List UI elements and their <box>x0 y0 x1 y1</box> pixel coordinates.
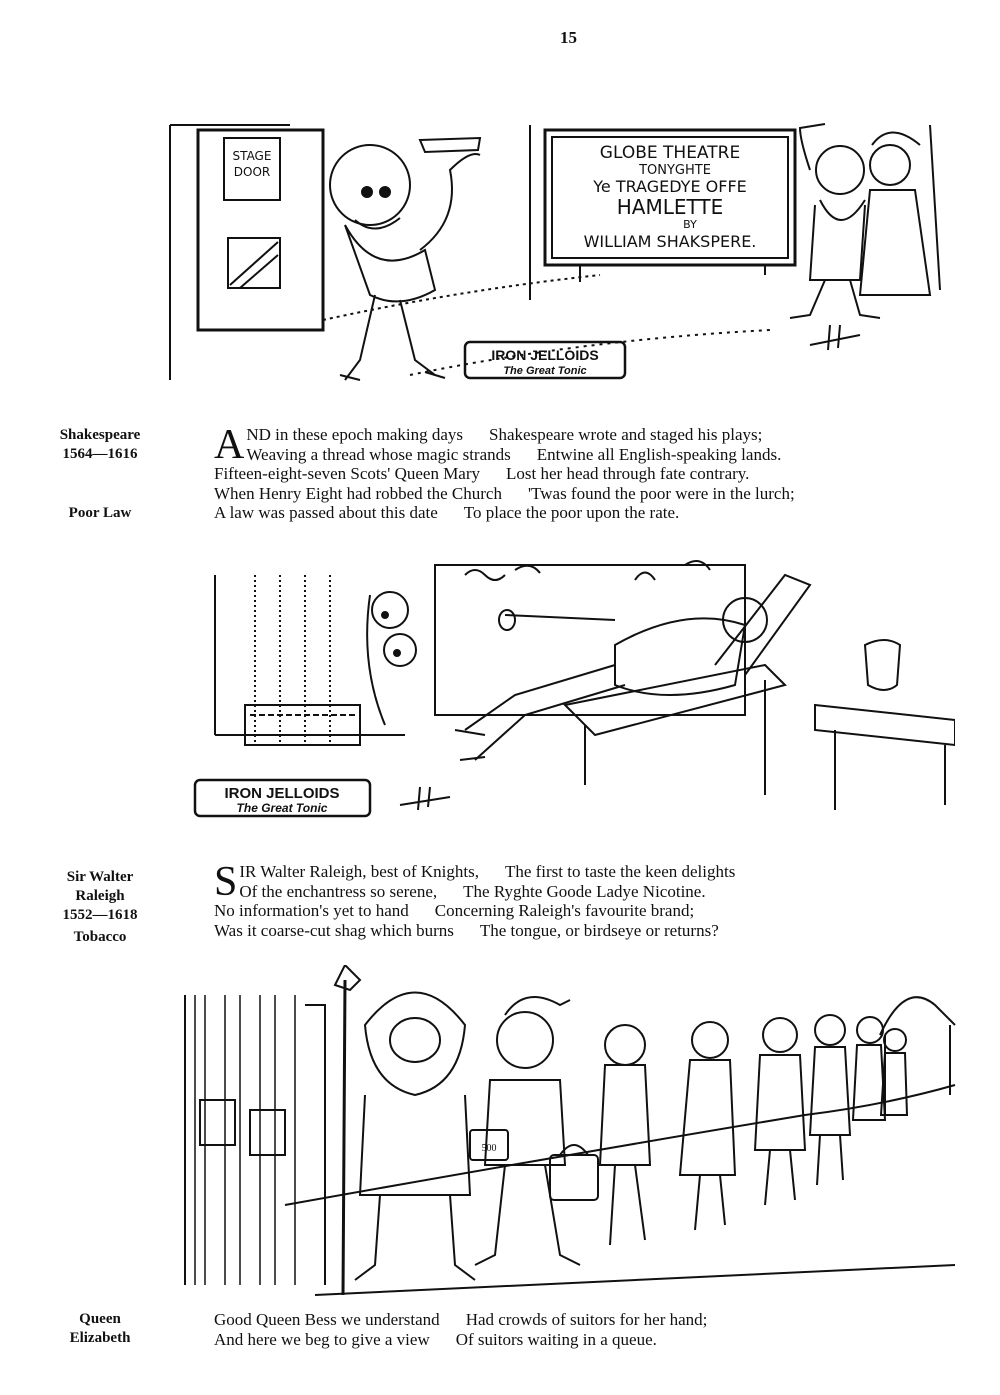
side-note-elizabeth <box>40 1310 160 1348</box>
side-note-name-2: Raleigh <box>75 888 125 904</box>
poster-line-6: WILLIAM SHAKSPERE. <box>583 232 757 251</box>
verse-elizabeth <box>214 1310 974 1349</box>
side-note-dates: 1552—1618 <box>62 907 138 923</box>
raleigh-illustration <box>185 545 955 835</box>
stage-door-line-1: STAGE <box>232 149 272 163</box>
verse-line: ND in these epoch making days Shakespeare wrote and staged his plays; <box>246 425 763 444</box>
side-note-dates: 1564—1616 <box>62 446 138 462</box>
side-note-poor-law <box>40 504 160 523</box>
ad-subtitle: The Great Tonic <box>503 365 587 377</box>
poster-line-5: BY <box>683 218 697 231</box>
side-note-name: Queen <box>79 1311 121 1327</box>
side-note-topic: Tobacco <box>73 929 127 945</box>
verse-raleigh <box>214 859 974 940</box>
verse-line: Fifteen-eight-seven Scots' Queen Mary Lost her head through fate contrary. <box>214 464 750 483</box>
ad-title: IRON JELLOIDS <box>491 347 599 363</box>
verse-line: Weaving a thread whose magic strands Entwine all English-speaking lands. <box>246 444 782 464</box>
verse-line: No information's yet to hand Concerning Raleigh's favourite brand; <box>214 901 695 920</box>
verse-line: Of the enchantress so serene, The Ryghte Goode Ladye Nicotine. <box>239 881 706 901</box>
side-note-name-2: Elizabeth <box>69 1330 131 1346</box>
side-note-raleigh <box>36 868 164 947</box>
verse-line: And here we beg to give a view Of suitors waiting in a queue. <box>214 1329 657 1349</box>
side-note-name: Sir Walter <box>66 869 134 885</box>
drop-cap: S <box>214 859 238 905</box>
satchel-label: 500 <box>481 1143 497 1154</box>
side-note-topic: Poor Law <box>68 505 132 521</box>
drop-cap: A <box>214 422 245 468</box>
verse-line: A law was passed about this date To place the poor upon the rate. <box>214 503 680 522</box>
poster-line-1: GLOBE THEATRE <box>599 143 741 163</box>
page-number: 15 <box>560 28 577 47</box>
side-note-name: Shakespeare <box>59 427 141 443</box>
poster-line-3: Ye TRAGEDYE OFFE <box>593 177 747 196</box>
verse-line: Was it coarse-cut shag which burns The tongue, or birdseye or returns? <box>214 920 719 940</box>
poster-line-4: HAMLETTE <box>616 195 724 219</box>
shakespeare-illustration <box>160 110 950 400</box>
verse-line: Good Queen Bess we understand Had crowds of suitors for her hand; <box>214 1310 708 1329</box>
verse-shakespeare <box>214 422 974 523</box>
suitors-queue-illustration <box>165 965 965 1305</box>
side-note-shakespeare <box>40 426 160 464</box>
stage-door-line-2: DOOR <box>233 165 271 179</box>
ad-subtitle: The Great Tonic <box>236 801 328 815</box>
verse-line: IR Walter Raleigh, best of Knights, The first to taste the keen delights <box>239 862 736 881</box>
poster-line-2: TONYGHTE <box>639 163 711 178</box>
ad-title: IRON JELLOIDS <box>224 785 340 802</box>
verse-line: When Henry Eight had robbed the Church 'Twas found the poor were in the lurch; <box>214 483 795 503</box>
